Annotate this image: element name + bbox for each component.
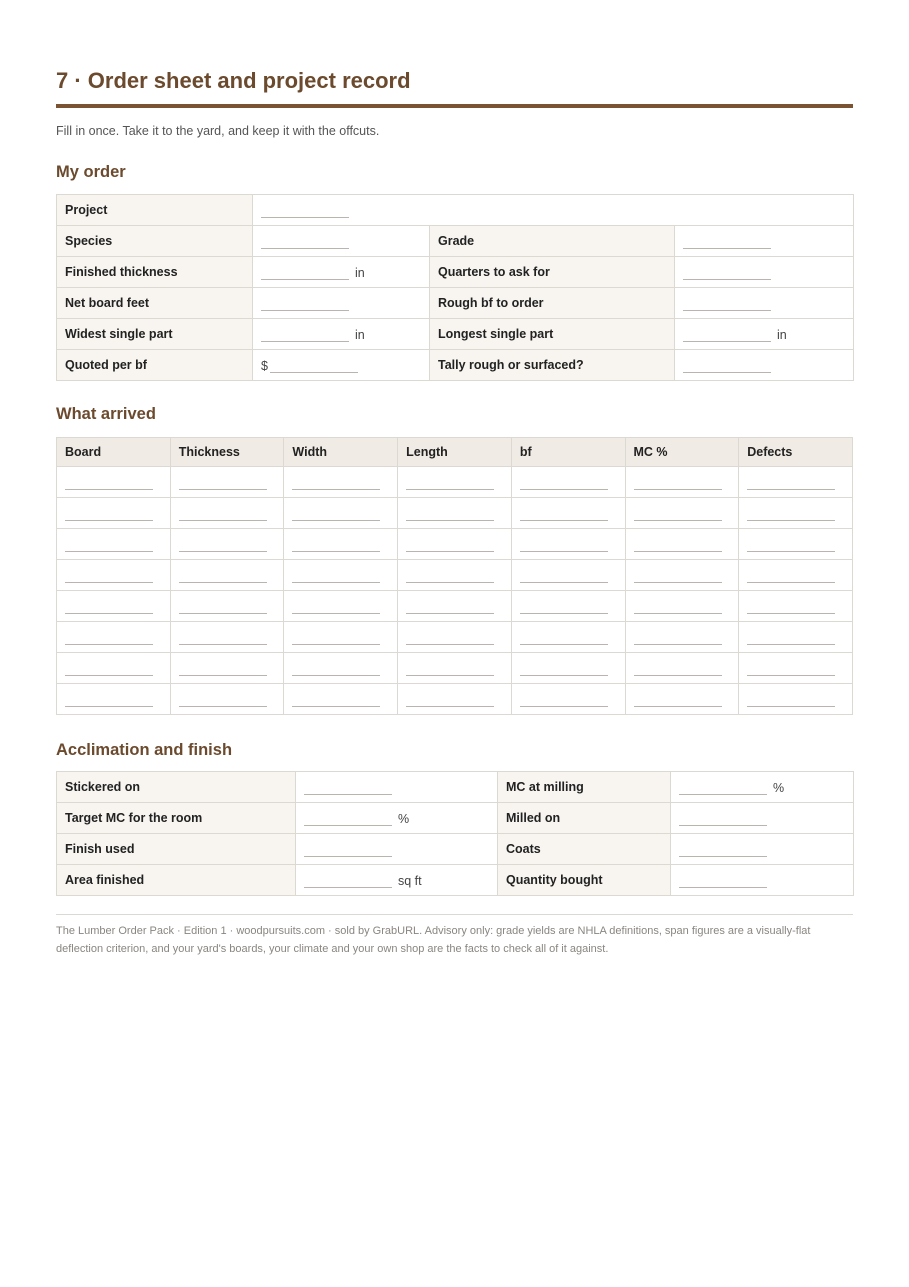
arrived-table bbox=[56, 437, 853, 715]
order-field-input[interactable] bbox=[675, 319, 854, 350]
blank-line bbox=[261, 203, 349, 218]
blank-line bbox=[304, 811, 392, 826]
acclimation-row bbox=[57, 772, 854, 803]
blank-line bbox=[65, 568, 153, 583]
table-cell-input[interactable] bbox=[625, 560, 739, 591]
table-cell-input[interactable] bbox=[170, 622, 284, 653]
blank-line bbox=[520, 506, 608, 521]
table-row bbox=[57, 653, 853, 684]
blank-line bbox=[292, 692, 380, 707]
blank-line bbox=[406, 661, 494, 676]
order-field-label: Widest single part bbox=[57, 319, 253, 350]
table-cell-input[interactable] bbox=[739, 591, 853, 622]
table-cell-input[interactable] bbox=[398, 498, 512, 529]
order-field-input[interactable] bbox=[675, 257, 854, 288]
blank-line bbox=[679, 842, 767, 857]
blank-line bbox=[65, 537, 153, 552]
blank-line bbox=[304, 842, 392, 857]
order-row bbox=[57, 350, 854, 381]
acclimation-field-input[interactable] bbox=[296, 772, 498, 803]
acclimation-field-label: Target MC for the room bbox=[57, 803, 296, 834]
table-cell-input[interactable] bbox=[625, 622, 739, 653]
blank-line bbox=[520, 599, 608, 614]
table-cell-input[interactable] bbox=[511, 653, 625, 684]
table-cell-input[interactable] bbox=[57, 622, 171, 653]
table-cell-input[interactable] bbox=[398, 653, 512, 684]
table-cell-input[interactable] bbox=[511, 467, 625, 498]
table-cell-input[interactable] bbox=[284, 684, 398, 715]
order-field-input[interactable] bbox=[253, 288, 430, 319]
table-cell-input[interactable] bbox=[625, 467, 739, 498]
blank-line bbox=[520, 568, 608, 583]
order-row bbox=[57, 226, 854, 257]
blank-line bbox=[179, 475, 267, 490]
order-field-label: Longest single part bbox=[430, 319, 675, 350]
blank-line bbox=[683, 358, 771, 373]
table-cell-input[interactable] bbox=[625, 529, 739, 560]
table-cell-input[interactable] bbox=[57, 560, 171, 591]
acclimation-field-label: Stickered on bbox=[57, 772, 296, 803]
table-cell-input[interactable] bbox=[57, 591, 171, 622]
blank-line bbox=[634, 630, 722, 645]
blank-line bbox=[65, 475, 153, 490]
table-cell-input[interactable] bbox=[739, 467, 853, 498]
blank-line bbox=[406, 630, 494, 645]
blank-line bbox=[634, 506, 722, 521]
table-cell-input[interactable] bbox=[398, 560, 512, 591]
unit-label: % bbox=[398, 811, 410, 826]
footer-text: The Lumber Order Pack · Edition 1 · woodpursuits.com · sold by GrabURL. Advisory only: grade yields are NHLA definitions, span figures are a visually-flat deflection criterion, and your yard's boards, your climate and your own shop are the facts to check all of it against. bbox=[56, 925, 811, 955]
table-row bbox=[57, 498, 853, 529]
table-row bbox=[57, 560, 853, 591]
acclimation-field-label: Milled on bbox=[498, 803, 671, 834]
blank-line bbox=[65, 692, 153, 707]
blank-line bbox=[747, 537, 835, 552]
table-row bbox=[57, 591, 853, 622]
order-field-label: Species bbox=[57, 226, 253, 257]
table-cell-input[interactable] bbox=[739, 560, 853, 591]
blank-line bbox=[634, 568, 722, 583]
table-cell-input[interactable] bbox=[170, 529, 284, 560]
project-field[interactable] bbox=[253, 195, 854, 226]
column-header: Defects bbox=[739, 438, 853, 467]
table-cell-input[interactable] bbox=[739, 498, 853, 529]
blank-line bbox=[747, 599, 835, 614]
table-cell-input[interactable] bbox=[739, 684, 853, 715]
blank-line bbox=[292, 568, 380, 583]
blank-line bbox=[406, 475, 494, 490]
blank-line bbox=[747, 568, 835, 583]
blank-line bbox=[683, 296, 771, 311]
blank-line bbox=[179, 599, 267, 614]
table-cell-input[interactable] bbox=[625, 498, 739, 529]
table-cell-input[interactable] bbox=[511, 684, 625, 715]
table-row bbox=[57, 529, 853, 560]
order-row bbox=[57, 319, 854, 350]
blank-line bbox=[261, 265, 349, 280]
blank-line bbox=[634, 475, 722, 490]
order-field-label: Quarters to ask for bbox=[430, 257, 675, 288]
table-cell-input[interactable] bbox=[511, 622, 625, 653]
order-row bbox=[57, 288, 854, 319]
page-title: 7 · Order sheet and project record bbox=[56, 68, 411, 93]
order-field-label: Tally rough or surfaced? bbox=[430, 350, 675, 381]
blank-line bbox=[292, 506, 380, 521]
blank-line bbox=[747, 630, 835, 645]
column-header: Board bbox=[57, 438, 171, 467]
blank-line bbox=[65, 630, 153, 645]
order-field-label: Rough bf to order bbox=[430, 288, 675, 319]
blank-line bbox=[406, 568, 494, 583]
acclimation-field-input[interactable] bbox=[296, 865, 498, 896]
order-field-input[interactable] bbox=[253, 319, 430, 350]
table-cell-input[interactable] bbox=[398, 622, 512, 653]
order-row bbox=[57, 257, 854, 288]
order-field-label: Grade bbox=[430, 226, 675, 257]
column-header: MC % bbox=[625, 438, 739, 467]
blank-line bbox=[65, 661, 153, 676]
blank-line bbox=[634, 537, 722, 552]
table-cell-input[interactable] bbox=[398, 467, 512, 498]
column-header: bf bbox=[511, 438, 625, 467]
order-field-label: Net board feet bbox=[57, 288, 253, 319]
blank-line bbox=[304, 873, 392, 888]
blank-line bbox=[683, 234, 771, 249]
order-field-input[interactable] bbox=[675, 350, 854, 381]
blank-line bbox=[683, 327, 771, 342]
acclimation-row bbox=[57, 834, 854, 865]
unit-label: % bbox=[773, 780, 785, 795]
acclimation-field-label: Quantity bought bbox=[498, 865, 671, 896]
unit-label: in bbox=[355, 265, 365, 280]
table-cell-input[interactable] bbox=[398, 591, 512, 622]
blank-line bbox=[261, 327, 349, 342]
blank-line bbox=[261, 296, 349, 311]
acclimation-row bbox=[57, 803, 854, 834]
blank-line bbox=[634, 599, 722, 614]
table-cell-input[interactable] bbox=[170, 653, 284, 684]
blank-line bbox=[406, 692, 494, 707]
blank-line bbox=[292, 630, 380, 645]
blank-line bbox=[406, 537, 494, 552]
blank-line bbox=[304, 780, 392, 795]
table-cell-input[interactable] bbox=[57, 467, 171, 498]
blank-line bbox=[179, 537, 267, 552]
blank-line bbox=[679, 873, 767, 888]
table-cell-input[interactable] bbox=[398, 684, 512, 715]
table-cell-input[interactable] bbox=[57, 498, 171, 529]
table-cell-input[interactable] bbox=[284, 467, 398, 498]
unit-label: in bbox=[777, 327, 787, 342]
acclimation-row bbox=[57, 865, 854, 896]
acclimation-field-input[interactable] bbox=[296, 803, 498, 834]
table-cell-input[interactable] bbox=[739, 653, 853, 684]
table-cell-input[interactable] bbox=[511, 560, 625, 591]
blank-line bbox=[683, 265, 771, 280]
blank-line bbox=[270, 358, 358, 373]
intro-text: Fill in once. Take it to the yard, and keep it with the offcuts. bbox=[56, 124, 380, 138]
blank-line bbox=[520, 630, 608, 645]
table-cell-input[interactable] bbox=[511, 591, 625, 622]
table-cell-input[interactable] bbox=[57, 653, 171, 684]
blank-line bbox=[747, 506, 835, 521]
blank-line bbox=[679, 811, 767, 826]
currency-symbol: $ bbox=[261, 358, 268, 373]
acclimation-field-input[interactable] bbox=[671, 834, 854, 865]
blank-line bbox=[520, 537, 608, 552]
blank-line bbox=[747, 692, 835, 707]
table-cell-input[interactable] bbox=[625, 591, 739, 622]
table-cell-input[interactable] bbox=[284, 560, 398, 591]
title-rule bbox=[56, 104, 853, 108]
table-cell-input[interactable] bbox=[57, 684, 171, 715]
blank-line bbox=[520, 661, 608, 676]
blank-line bbox=[406, 599, 494, 614]
acclimation-field-input[interactable] bbox=[671, 803, 854, 834]
blank-line bbox=[292, 661, 380, 676]
acclimation-field-label: MC at milling bbox=[498, 772, 671, 803]
table-cell-input[interactable] bbox=[170, 684, 284, 715]
blank-line bbox=[179, 692, 267, 707]
acclimation-field-input[interactable] bbox=[296, 834, 498, 865]
acclimation-table bbox=[56, 771, 854, 896]
table-row bbox=[57, 622, 853, 653]
table-cell-input[interactable] bbox=[57, 529, 171, 560]
unit-label: in bbox=[355, 327, 365, 342]
blank-line bbox=[292, 599, 380, 614]
column-header: Width bbox=[284, 438, 398, 467]
unit-label: sq ft bbox=[398, 873, 422, 888]
my-order-heading: My order bbox=[56, 163, 126, 181]
acclimation-heading: Acclimation and finish bbox=[56, 741, 233, 759]
blank-line bbox=[179, 661, 267, 676]
order-field-label: Quoted per bf bbox=[57, 350, 253, 381]
blank-line bbox=[634, 692, 722, 707]
order-field-input[interactable] bbox=[675, 288, 854, 319]
blank-line bbox=[179, 506, 267, 521]
table-cell-input[interactable] bbox=[284, 622, 398, 653]
blank-line bbox=[292, 537, 380, 552]
blank-line bbox=[179, 568, 267, 583]
column-header: Length bbox=[398, 438, 512, 467]
column-header: Thickness bbox=[170, 438, 284, 467]
acclimation-field-label: Coats bbox=[498, 834, 671, 865]
table-cell-input[interactable] bbox=[625, 684, 739, 715]
arrived-header-row bbox=[57, 438, 853, 467]
table-cell-input[interactable] bbox=[625, 653, 739, 684]
blank-line bbox=[747, 475, 835, 490]
blank-line bbox=[292, 475, 380, 490]
blank-line bbox=[179, 630, 267, 645]
blank-line bbox=[520, 475, 608, 490]
order-field-input[interactable] bbox=[253, 226, 430, 257]
acclimation-field-input[interactable] bbox=[671, 772, 854, 803]
order-field-input[interactable] bbox=[675, 226, 854, 257]
table-cell-input[interactable] bbox=[284, 591, 398, 622]
table-cell-input[interactable] bbox=[739, 529, 853, 560]
table-cell-input[interactable] bbox=[511, 498, 625, 529]
table-row bbox=[57, 467, 853, 498]
blank-line bbox=[634, 661, 722, 676]
table-cell-input[interactable] bbox=[170, 591, 284, 622]
table-cell-input[interactable] bbox=[284, 653, 398, 684]
acclimation-field-input[interactable] bbox=[671, 865, 854, 896]
acclimation-field-label: Finish used bbox=[57, 834, 296, 865]
acclimation-field-label: Area finished bbox=[57, 865, 296, 896]
blank-line bbox=[261, 234, 349, 249]
table-cell-input[interactable] bbox=[398, 529, 512, 560]
table-cell-input[interactable] bbox=[170, 467, 284, 498]
blank-line bbox=[747, 661, 835, 676]
table-cell-input[interactable] bbox=[170, 498, 284, 529]
footer-rule bbox=[56, 914, 853, 915]
order-field-input[interactable] bbox=[253, 350, 430, 381]
table-cell-input[interactable] bbox=[739, 622, 853, 653]
arrived-heading: What arrived bbox=[56, 405, 156, 423]
order-row-project bbox=[57, 195, 854, 226]
table-row bbox=[57, 684, 853, 715]
blank-line bbox=[406, 506, 494, 521]
table-cell-input[interactable] bbox=[284, 529, 398, 560]
blank-line bbox=[65, 599, 153, 614]
table-cell-input[interactable] bbox=[284, 498, 398, 529]
my-order-table bbox=[56, 194, 854, 381]
order-field-input[interactable] bbox=[253, 257, 430, 288]
order-field-label: Finished thickness bbox=[57, 257, 253, 288]
blank-line bbox=[65, 506, 153, 521]
table-cell-input[interactable] bbox=[511, 529, 625, 560]
table-cell-input[interactable] bbox=[170, 560, 284, 591]
project-label: Project bbox=[57, 195, 253, 226]
blank-line bbox=[679, 780, 767, 795]
blank-line bbox=[520, 692, 608, 707]
